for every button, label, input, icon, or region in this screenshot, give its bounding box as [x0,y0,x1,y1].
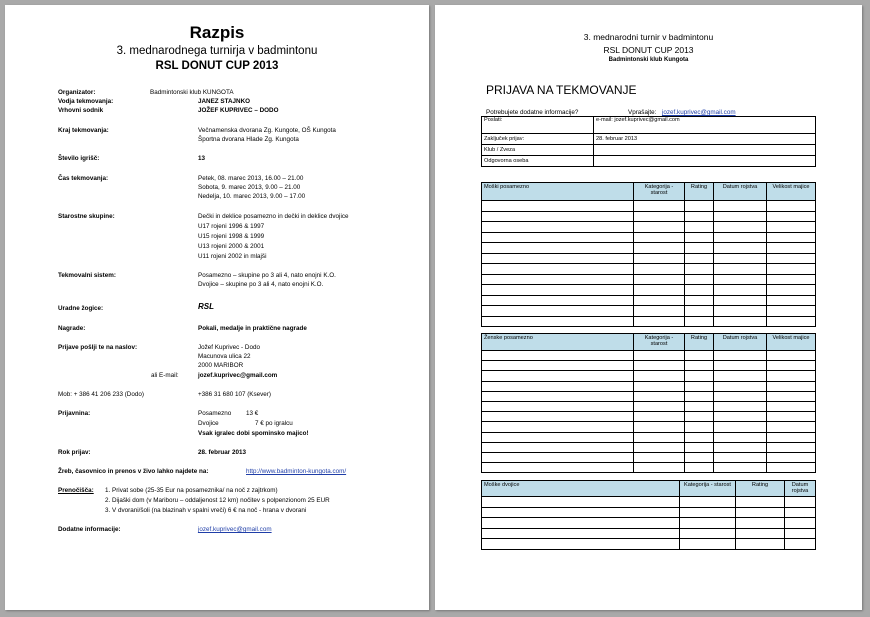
fee-single-label: Posamezno [198,410,232,417]
entry-cell[interactable] [714,211,767,222]
entry-cell[interactable] [634,432,685,442]
table-header-cell: Kategorija - starost [634,183,685,201]
table-header-cell: Velikost majice [767,334,816,351]
age-group-line: U17 rojeni 1996 & 1997 [198,223,265,230]
table-row [482,507,816,518]
entry-cell[interactable] [482,497,680,508]
entry-cell[interactable] [685,201,714,212]
prizes-label: Nagrade: [58,325,86,332]
lead-label: Vodja tekmovanja: [58,98,114,105]
entry-cell[interactable] [736,528,785,539]
table-row [482,316,816,327]
entry-cell[interactable] [634,232,685,243]
entry-cell[interactable] [767,295,816,306]
table-header-cell: Velikost majice [767,183,816,201]
entry-cell[interactable] [714,264,767,275]
form-value[interactable]: e-mail: jozef.kuprivec@gmail.com [594,117,816,134]
email-value: jozef.kuprivec@gmail.com [198,372,278,379]
system-label: Tekmovalni sistem: [58,272,116,279]
entry-cell[interactable] [685,264,714,275]
time-label: Čas tekmovanja: [58,175,109,182]
system-line: Posamezno – skupine po 3 ali 4, nato enojni K.O. [198,272,336,279]
time-line: Sobota, 9. marec 2013, 9.00 – 21.00 [198,184,301,191]
table-row [482,274,816,285]
entry-cell[interactable] [714,232,767,243]
entry-cell[interactable] [482,452,634,462]
table-row [482,201,816,212]
fee-doubles-label: Dvojice [198,420,219,427]
form-subtitle: 3. mednarodni turnir v badmintonu [583,32,714,42]
accommodation-line: 1. Privat sobe (25-35 Eur na posameznika/ na noč z zajtrkom) [105,487,278,494]
entry-cell[interactable] [482,507,680,518]
entry-cell[interactable] [634,316,685,327]
entry-cell[interactable] [482,306,634,317]
email-label: ali E-mail: [151,372,179,379]
accommodation-label: Prenočišča: [58,487,94,494]
referee-value: JOŽEF KUPRIVEC – DODO [198,107,279,114]
contact-form-table [481,116,816,167]
entry-cell[interactable] [685,442,714,452]
entry-cell[interactable] [634,463,685,473]
table-row [482,432,816,442]
entry-cell[interactable] [482,391,634,401]
table-header-cell: Rating [736,481,785,497]
entry-cell[interactable] [482,539,680,550]
entry-cell[interactable] [714,361,767,371]
entry-cell[interactable] [634,391,685,401]
entry-cell[interactable] [634,295,685,306]
table-row [482,232,816,243]
address-line: 2000 MARIBOR [198,362,244,369]
entry-cell[interactable] [685,351,714,361]
table-header-cell: Moški posamezno [482,183,634,201]
form-cup-name: RSL DONUT CUP 2013 [603,45,694,55]
table-row [482,285,816,296]
entry-cell[interactable] [634,306,685,317]
venue-label: Kraj tekmovanja: [58,127,109,134]
entry-cell[interactable] [685,243,714,254]
table-row [482,253,816,264]
mobile-number: Mob: + 386 41 206 233 (Dodo) [58,391,144,398]
info-label: Dodatne informacije: [58,526,121,533]
table-row [482,401,816,411]
entry-cell[interactable] [767,391,816,401]
entry-cell[interactable] [685,222,714,233]
table-row [482,295,816,306]
courts-value: 13 [198,155,206,162]
table-row [482,381,816,391]
table-header-cell: Rating [685,183,714,201]
entry-cell[interactable] [482,232,634,243]
age-group-line: Dečki in deklice posamezno in dečki in deklice dvojice [198,213,349,220]
entry-cell[interactable] [767,432,816,442]
entry-cell[interactable] [785,507,816,518]
table-row [482,391,816,401]
table-row [482,442,816,452]
form-value[interactable] [594,145,816,156]
need-info-text: Potrebujete dodatne informacije? [486,109,579,116]
entry-cell[interactable] [482,518,680,529]
table-row [482,422,816,432]
entry-cell[interactable] [482,253,634,264]
entry-cell[interactable] [634,201,685,212]
accommodation-line: 2. Dijaški dom (v Mariboru – oddaljenost 12 km) nočitev s polpenzionom 25 EUR [105,497,330,504]
age-groups-label: Starostne skupine: [58,213,115,220]
entry-cell[interactable] [482,264,634,275]
table-header-cell: Moške dvojice [482,481,680,497]
entry-cell[interactable] [714,222,767,233]
age-group-line: U11 rojeni 2002 in mlajši [198,253,267,260]
entry-cell[interactable] [767,201,816,212]
mobile-number-2: +386 31 680 107 (Ksever) [198,391,271,398]
entry-cell[interactable] [634,264,685,275]
entry-cell[interactable] [685,295,714,306]
table-row [482,463,816,473]
entry-cell[interactable] [685,412,714,422]
info-email-link[interactable]: jozef.kuprivec@gmail.com [198,526,272,533]
entry-cell[interactable] [482,463,634,473]
entry-cell[interactable] [685,361,714,371]
age-group-line: U13 rojeni 2000 & 2001 [198,243,265,250]
entry-cell[interactable] [482,285,634,296]
entry-cell[interactable] [634,274,685,285]
tournament-subtitle: 3. mednarodnega turnirja v badmintonu [116,45,318,57]
entry-cell[interactable] [767,351,816,361]
entry-cell[interactable] [482,422,634,432]
entry-cell[interactable] [634,243,685,254]
organizer-label: Organizator: [58,89,96,96]
page-title: Razpis [189,23,245,42]
form-club: Badmintonski klub Kungota [608,57,689,63]
entry-cell[interactable] [634,442,685,452]
form-label: Poslati: [482,117,594,134]
table-header-cell: Rating [685,334,714,351]
entry-cell[interactable] [685,371,714,381]
entry-cell[interactable] [685,274,714,285]
entry-cell[interactable] [767,232,816,243]
entry-cell[interactable] [714,401,767,411]
entry-cell[interactable] [785,539,816,550]
entry-cell[interactable] [482,528,680,539]
table-header-cell: Datum rojstva [785,481,816,497]
entry-cell[interactable] [714,243,767,254]
entry-cell[interactable] [685,306,714,317]
apply-label: Prijave pošlji te na naslov: [58,344,138,351]
entry-cell[interactable] [714,351,767,361]
draw-link[interactable]: http://www.badminton-kungota.com/ [246,468,347,475]
entry-cell[interactable] [482,201,634,212]
women-singles-table [481,333,816,473]
accommodation-line: 3. V dvorani/šoli (na blazinah v spalni vreči) 6 € na noč - hrana v dvorani [105,507,307,514]
entry-cell[interactable] [767,306,816,317]
entry-cell[interactable] [680,539,736,550]
table-row [482,539,816,550]
entry-cell[interactable] [714,371,767,381]
entry-cell[interactable] [680,507,736,518]
entry-cell[interactable] [767,381,816,391]
entry-cell[interactable] [482,361,634,371]
age-group-line: U15 rojeni 1998 & 1999 [198,233,265,240]
invitation-page [5,5,429,610]
entry-cell[interactable] [482,371,634,381]
men-doubles-table [481,480,816,550]
table-row [482,528,816,539]
table-header-cell: Ženske posamezno [482,334,634,351]
entry-cell[interactable] [767,401,816,411]
entry-cell[interactable] [685,232,714,243]
entry-cell[interactable] [634,452,685,462]
entry-cell[interactable] [634,422,685,432]
entry-cell[interactable] [482,442,634,452]
fee-single-value: 13 € [246,410,259,417]
entry-cell[interactable] [714,432,767,442]
entry-cell[interactable] [634,412,685,422]
table-row [482,264,816,275]
fee-doubles-value: 7 € po igralcu [255,420,293,427]
registration-form-page [435,5,862,610]
prizes-value: Pokali, medalje in praktične nagrade [198,325,307,332]
entry-cell[interactable] [714,381,767,391]
entry-cell[interactable] [685,381,714,391]
entry-cell[interactable] [634,211,685,222]
fee-label: Prijavnina: [58,410,91,417]
entry-cell[interactable] [634,253,685,264]
entry-cell[interactable] [714,285,767,296]
table-header-cell: Datum rojstva [714,334,767,351]
organizer-value: Badmintonski klub KUNGOTA [150,89,234,96]
table-row [482,351,816,361]
entry-cell[interactable] [482,211,634,222]
entry-cell[interactable] [634,371,685,381]
entry-cell[interactable] [685,285,714,296]
entry-cell[interactable] [767,264,816,275]
men-singles-table [481,182,816,327]
entry-cell[interactable] [736,507,785,518]
entry-cell[interactable] [482,432,634,442]
form-value[interactable]: 28. februar 2013 [594,134,816,145]
table-header-cell: Kategorija - starost [634,334,685,351]
entry-cell[interactable] [767,316,816,327]
courts-label: Število igrišč: [58,155,100,162]
entry-cell[interactable] [767,463,816,473]
entry-cell[interactable] [680,518,736,529]
form-heading: PRIJAVA NA TEKMOVANJE [486,83,637,97]
entry-cell[interactable] [785,497,816,508]
system-line: Dvojice – skupine po 3 ali 4, nato enojni K.O. [198,281,324,288]
entry-cell[interactable] [767,274,816,285]
deadline-value: 28. februar 2013 [198,449,246,456]
table-row [482,497,816,508]
form-label: Klub / Zveza [482,145,594,156]
time-line: Petek, 08. marec 2013, 16.00 – 21.00 [198,175,304,182]
table-row [482,243,816,254]
address-line: Jožef Kuprivec - Dodo [198,344,260,351]
entry-cell[interactable] [714,463,767,473]
entry-cell[interactable] [767,253,816,264]
balls-label: Uradne žogice: [58,305,104,312]
cup-name: RSL DONUT CUP 2013 [155,60,279,72]
entry-cell[interactable] [767,422,816,432]
entry-cell[interactable] [482,401,634,411]
entry-cell[interactable] [714,201,767,212]
entry-cell[interactable] [685,463,714,473]
fee-note: Vsak igralec dobi spominsko majico! [198,430,309,437]
ask-email-link[interactable]: jozef.kuprivec@gmail.com [662,109,736,116]
entry-cell[interactable] [685,452,714,462]
entry-cell[interactable] [482,381,634,391]
entry-cell[interactable] [685,422,714,432]
entry-cell[interactable] [714,274,767,285]
entry-cell[interactable] [685,432,714,442]
entry-cell[interactable] [767,222,816,233]
draw-text: Žreb, časovnico in prenos v živo lahko najdete na: [58,468,209,475]
entry-cell[interactable] [634,285,685,296]
balls-value: RSL [198,302,214,311]
entry-cell[interactable] [482,243,634,254]
entry-cell[interactable] [685,316,714,327]
entry-cell[interactable] [685,401,714,411]
venue-line: Športna dvorana Hlade Zg. Kungota [198,136,299,143]
table-row [482,371,816,381]
entry-cell[interactable] [736,518,785,529]
entry-cell[interactable] [634,381,685,391]
entry-cell[interactable] [767,361,816,371]
entry-cell[interactable] [767,452,816,462]
entry-cell[interactable] [736,539,785,550]
venue-line: Večnamenska dvorana Zg. Kungote, OŠ Kungota [198,127,336,134]
table-row [482,412,816,422]
entry-cell[interactable] [634,401,685,411]
entry-cell[interactable] [767,442,816,452]
entry-cell[interactable] [482,316,634,327]
entry-cell[interactable] [785,518,816,529]
entry-cell[interactable] [714,422,767,432]
table-row [482,518,816,529]
deadline-label: Rok prijav: [58,449,91,456]
table-header-cell: Kategorija - starost [680,481,736,497]
entry-cell[interactable] [680,497,736,508]
lead-value: JANEZ STAJNKO [198,98,251,105]
form-label: Zaključek prijav: [482,134,594,145]
entry-cell[interactable] [767,211,816,222]
entry-cell[interactable] [714,391,767,401]
table-row [482,211,816,222]
entry-cell[interactable] [767,371,816,381]
entry-cell[interactable] [714,295,767,306]
table-row [482,361,816,371]
entry-cell[interactable] [685,253,714,264]
entry-cell[interactable] [482,274,634,285]
entry-cell[interactable] [685,211,714,222]
entry-cell[interactable] [680,528,736,539]
entry-cell[interactable] [634,361,685,371]
entry-cell[interactable] [714,306,767,317]
referee-label: Vrhovni sodnik [58,107,104,114]
entry-cell[interactable] [634,222,685,233]
table-row [482,222,816,233]
table-row [482,452,816,462]
entry-cell[interactable] [482,222,634,233]
table-header-cell: Datum rojstva [714,183,767,201]
entry-cell[interactable] [767,243,816,254]
entry-cell[interactable] [785,528,816,539]
table-row [482,306,816,317]
entry-cell[interactable] [714,316,767,327]
entry-cell[interactable] [767,412,816,422]
entry-cell[interactable] [482,295,634,306]
entry-cell[interactable] [714,253,767,264]
entry-cell[interactable] [714,452,767,462]
entry-cell[interactable] [482,412,634,422]
entry-cell[interactable] [685,391,714,401]
entry-cell[interactable] [714,442,767,452]
entry-cell[interactable] [482,351,634,361]
entry-cell[interactable] [714,412,767,422]
ask-label: Vprašajte: [628,109,657,116]
entry-cell[interactable] [767,285,816,296]
entry-cell[interactable] [634,351,685,361]
time-line: Nedelja, 10. marec 2013, 9.00 – 17.00 [198,193,306,200]
address-line: Macunova ulica 22 [198,353,251,360]
form-label: Odgovorna oseba [482,156,594,167]
entry-cell[interactable] [736,497,785,508]
form-value[interactable] [594,156,816,167]
